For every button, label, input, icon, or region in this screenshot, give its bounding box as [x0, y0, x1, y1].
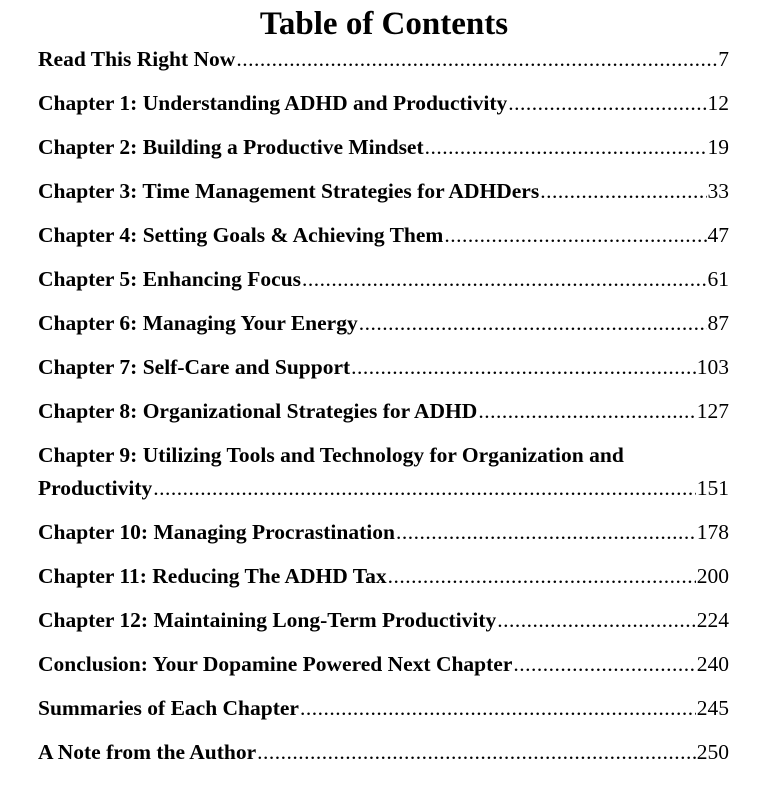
toc-entry-label: Summaries of Each Chapter: [38, 696, 299, 720]
toc-entry-label: A Note from the Author: [38, 740, 257, 764]
toc-entry-page: 178: [696, 520, 729, 544]
toc-entry-page: 127: [696, 399, 729, 423]
toc-entry: [38, 263, 729, 296]
toc-entry: [38, 736, 729, 769]
toc-entry-page: 151: [696, 476, 729, 500]
toc-entry: [38, 307, 729, 340]
toc-entry-page: 47: [707, 223, 729, 247]
toc-entry-label-continued: Productivity: [38, 476, 153, 500]
toc-leader-dots: [236, 43, 717, 76]
toc-entry-label: Read This Right Now: [38, 47, 236, 71]
toc-entry: [38, 351, 729, 384]
toc-leader-dots: [396, 516, 696, 549]
toc-entry-page: 103: [696, 355, 729, 379]
toc-leader-dots: [444, 219, 706, 252]
toc-entry: [38, 604, 729, 637]
toc-entry: [38, 87, 729, 120]
toc-entry: [38, 43, 729, 76]
toc-list: [38, 43, 729, 780]
toc-leader-dots: [425, 131, 707, 164]
toc-entry-page: 250: [696, 740, 729, 764]
toc-entry-page: 19: [707, 135, 729, 159]
toc-entry-page: 87: [707, 311, 729, 335]
toc-entry: [38, 439, 729, 505]
toc-leader-dots: [257, 736, 696, 769]
page-title: Table of Contents: [259, 6, 509, 42]
toc-entry-label: Chapter 12: Maintaining Long-Term Productivity: [38, 608, 497, 632]
toc-entry-continuation: [38, 472, 729, 505]
toc-entry-label: Chapter 4: Setting Goals & Achieving Them: [38, 223, 444, 247]
toc-leader-dots: [302, 263, 706, 296]
toc-entry: [38, 219, 729, 252]
toc-entry: [38, 692, 729, 725]
toc-entry-page: 12: [707, 91, 729, 115]
toc-entry-label: Chapter 2: Building a Productive Mindset: [38, 135, 424, 159]
toc-entry-label: Chapter 9: Utilizing Tools and Technology for Organization and: [38, 443, 624, 467]
toc-leader-dots: [540, 175, 706, 208]
toc-entry-label: Chapter 5: Enhancing Focus: [38, 267, 302, 291]
toc-entry-page: 224: [696, 608, 729, 632]
toc-entry: [38, 395, 729, 428]
toc-leader-dots: [351, 351, 696, 384]
toc-entry-page: 33: [707, 179, 729, 203]
toc-entry: [38, 516, 729, 549]
toc-entry-page: 61: [707, 267, 729, 291]
toc-leader-dots: [508, 87, 706, 120]
toc-entry-label: Chapter 8: Organizational Strategies for ADHD: [38, 399, 478, 423]
toc-leader-dots: [513, 648, 695, 681]
toc-leader-dots: [153, 472, 695, 505]
toc-entry-label: Chapter 3: Time Management Strategies for ADHDers: [38, 179, 540, 203]
toc-entry-page: 240: [696, 652, 729, 676]
toc-entry: [38, 648, 729, 681]
toc-entry: [38, 560, 729, 593]
toc-entry-label: Chapter 6: Managing Your Energy: [38, 311, 358, 335]
toc-entry-label: Chapter 11: Reducing The ADHD Tax: [38, 564, 387, 588]
toc-entry-label: Conclusion: Your Dopamine Powered Next Chapter: [38, 652, 513, 676]
toc-leader-dots: [388, 560, 696, 593]
toc-entry-label: Chapter 7: Self-Care and Support: [38, 355, 351, 379]
toc-entry: [38, 131, 729, 164]
toc-leader-dots: [497, 604, 695, 637]
toc-entry-label: Chapter 10: Managing Procrastination: [38, 520, 395, 544]
toc-entry-label: Chapter 1: Understanding ADHD and Productivity: [38, 91, 508, 115]
toc-entry-page: 245: [696, 696, 729, 720]
toc-entry: [38, 175, 729, 208]
toc-entry-page: 200: [696, 564, 729, 588]
toc-leader-dots: [478, 395, 695, 428]
toc-leader-dots: [359, 307, 707, 340]
toc-leader-dots: [300, 692, 696, 725]
toc-entry-page: 7: [718, 47, 729, 71]
